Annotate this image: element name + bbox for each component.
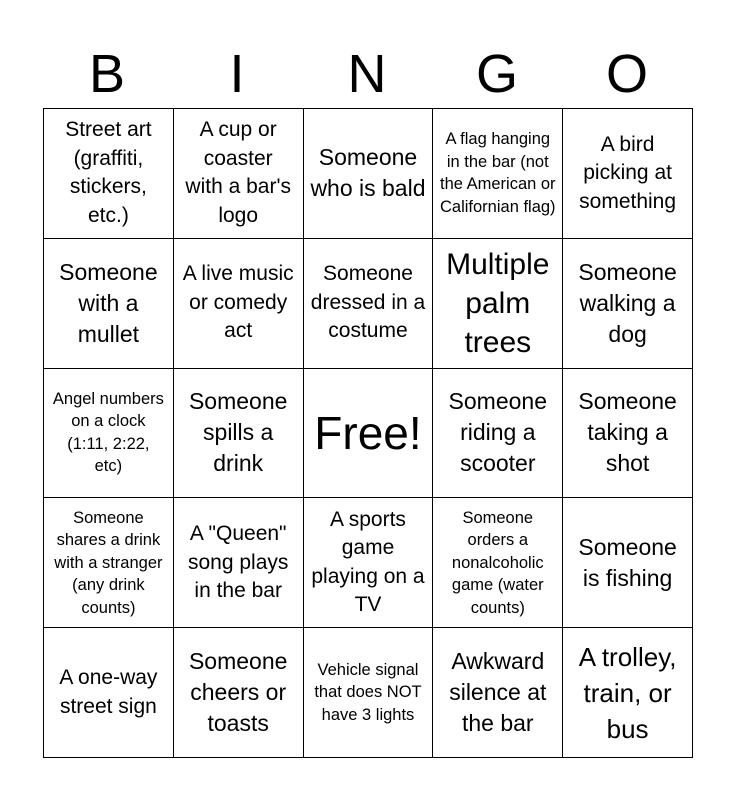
bingo-cell-o4[interactable] [563,498,693,628]
bingo-cell-text: Someone spills a drink [188,388,288,477]
bingo-cell-g2[interactable] [433,239,563,369]
bingo-cell-text: A one-way street sign [59,666,158,718]
bingo-cell-text: A bird picking at something [579,132,677,213]
bingo-cell-i1[interactable] [174,109,304,239]
bingo-cell-b5[interactable] [44,628,174,758]
bingo-cell-g3[interactable] [433,369,563,499]
bingo-cell-g5[interactable] [433,628,563,758]
bingo-cell-b1[interactable] [44,109,174,239]
bingo-cell-text: Awkward silence at the bar [449,648,547,737]
free-space-text: Free! [314,406,422,459]
bingo-cell-o1[interactable] [563,109,693,239]
bingo-cell-n4[interactable] [304,498,434,628]
bingo-cell-text: A cup or coaster with a bar's logo [185,118,291,227]
bingo-cell-g1[interactable] [433,109,563,239]
bingo-cell-n2[interactable] [304,239,434,369]
bingo-cell-i4[interactable] [174,498,304,628]
bingo-cell-text: Someone orders a nonalcoholic game (water counts) [451,508,544,617]
bingo-cell-text: A sports game playing on a TV [311,507,425,617]
header-letter-g: G [475,44,520,104]
bingo-cell-text: Someone walking a dog [578,258,677,347]
bingo-cell-i5[interactable] [174,628,304,758]
bingo-cell-text: Someone is fishing [578,533,677,591]
header-letter-n: N [347,44,389,104]
bingo-cell-b4[interactable] [44,498,174,628]
bingo-card [43,108,693,758]
bingo-cell-i3[interactable] [174,369,304,499]
bingo-cell-text: A "Queen" song plays in the bar [187,522,289,603]
bingo-cell-text: Someone with a mullet [59,258,158,347]
bingo-cell-text: Someone dressed in a costume [310,262,426,343]
bingo-cell-text: Vehicle signal that does NOT have 3 lights [314,660,422,724]
bingo-cell-text: Someone taking a shot [578,388,677,477]
bingo-cell-text: Someone riding a scooter [448,388,548,477]
bingo-cell-n5[interactable] [304,628,434,758]
bingo-cell-o2[interactable] [563,239,693,369]
bingo-cell-text: Multiple palm trees [446,247,550,359]
bingo-cell-i2[interactable] [174,239,304,369]
bingo-cell-text: Street art (graffiti, stickers, etc.) [65,118,152,227]
bingo-cell-text: Someone shares a drink with a stranger (any drink counts) [54,508,163,617]
bingo-cell-n1[interactable] [304,109,434,239]
bingo-cell-text: A trolley, train, or bus [578,641,677,744]
bingo-cell-o3[interactable] [563,369,693,499]
bingo-header [43,40,693,108]
bingo-cell-text: Someone cheers or toasts [188,648,288,737]
bingo-cell-text: Angel numbers on a clock (1:11, 2:22, etc) [52,389,164,476]
bingo-cell-b3[interactable] [44,369,174,499]
header-letter-b: B [88,44,128,104]
bingo-cell-b2[interactable] [44,239,174,369]
bingo-cell-text: A flag hanging in the bar (not the American or Californian flag) [440,130,556,216]
bingo-cell-text: A live music or comedy act [182,262,294,343]
bingo-cell-n3[interactable] [304,369,434,499]
bingo-cell-o5[interactable] [563,628,693,758]
header-letter-o: O [605,44,650,104]
bingo-cell-g4[interactable] [433,498,563,628]
bingo-cell-text: Someone who is bald [310,144,426,202]
header-letter-i: I [229,44,247,104]
